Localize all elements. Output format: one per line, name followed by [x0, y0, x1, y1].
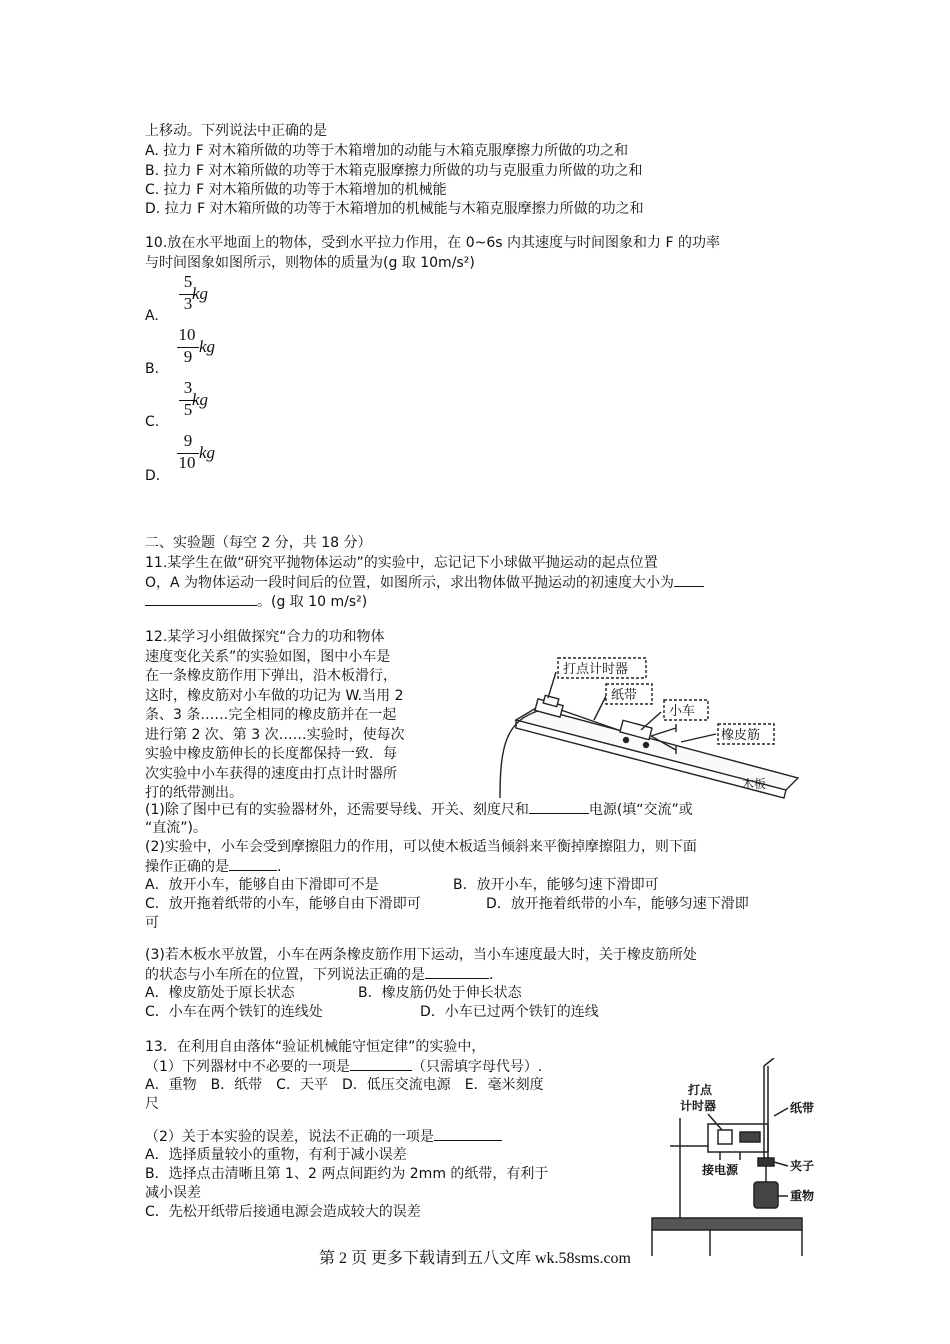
- fraction-unit: kg: [192, 284, 209, 303]
- free-fall-experiment-figure: [640, 1058, 840, 1258]
- q10-option-c-fraction: [174, 378, 234, 424]
- fraction-numerator: 10: [178, 325, 196, 344]
- label-board: 木板: [742, 777, 767, 791]
- q12-part2-option-b: B．放开小车，能够匀速下滑即可: [453, 877, 659, 893]
- answer-blank: [425, 964, 489, 979]
- q12-part3-line2: [145, 964, 493, 985]
- q9-option-c: C. 拉力 F 对木箱所做的功等于木箱增加的机械能: [145, 182, 447, 198]
- q9-option-a: A. 拉力 F 对木箱所做的功等于木箱增加的动能与木箱克服摩擦力所做的功之和: [145, 143, 629, 159]
- answer-blank: [529, 799, 589, 814]
- q12-part3-line1: (3)若木板水平放置，小车在两条橡皮筋作用下运动，当小车速度最大时，关于橡皮筋所处: [145, 947, 697, 963]
- q12-intro-line: 在一条橡皮筋作用下弹出，沿木板滑行，: [145, 668, 397, 684]
- q12-part1-text-b: 电源(填“交流”或: [588, 802, 693, 818]
- label-tape: 纸带: [611, 688, 638, 703]
- q12-part3-option-a: A．橡皮筋处于原长状态: [145, 985, 295, 1001]
- fraction-numerator: 5: [183, 272, 193, 291]
- q12-part3-option-b: B．橡皮筋仍处于伸长状态: [358, 985, 522, 1001]
- label-timer: 打点计时器: [563, 662, 629, 677]
- q13-part1-text-a: （1）下列器材中不必要的一项是: [145, 1059, 350, 1075]
- label-timer-line1: 打点: [688, 1083, 713, 1097]
- label-rubber-band: 橡皮筋: [721, 728, 761, 743]
- q11-stem-line3: [145, 591, 367, 612]
- q12-part3-option-c: C．小车在两个铁钉的连线处: [145, 1004, 323, 1020]
- q12-part3-end: .: [489, 967, 494, 983]
- q11-stem-line2-text: O，A 为物体运动一段时间后的位置，如图所示，求出物体做平抛运动的初速度大小为: [145, 575, 675, 591]
- q10-option-a-label: A.: [145, 308, 159, 324]
- q12-intro-line: 实验中橡皮筋伸长的长度都保持一致．每: [145, 746, 397, 762]
- label-power: 接电源: [702, 1163, 739, 1177]
- answer-blank: [145, 591, 257, 606]
- q11-stem-line3-text: 。(g 取 10 m/s²): [257, 594, 368, 610]
- q13-part2-option-b: B．选择点击清晰且第 1、2 两点间距约为 2mm 的纸带，有利于: [145, 1166, 549, 1182]
- fraction-denominator: 3: [183, 294, 193, 313]
- q12-part2-end: .: [277, 859, 282, 875]
- fraction-unit: kg: [199, 337, 216, 356]
- fraction-denominator: 10: [178, 453, 196, 472]
- q12-part2-line1: (2)实验中，小车会受到摩擦阻力的作用，可以使木板适当倾斜来平衡掉摩擦阻力，则下面: [145, 839, 697, 855]
- q12-part2-option-a: A．放开小车，能够自由下滑即可不是: [145, 877, 379, 893]
- q11-stem-line2: [145, 572, 704, 593]
- q12-intro-line: 12.某学习小组做探究“合力的功和物体: [145, 629, 385, 645]
- fraction-numerator: 3: [183, 378, 193, 397]
- label-clip: 夹子: [790, 1159, 815, 1173]
- q10-stem-line1: 10.放在水平地面上的物体，受到水平拉力作用，在 0~6s 内其速度与时间图象和力 F 的功率: [145, 235, 720, 251]
- q12-part2-text: 操作正确的是: [145, 859, 229, 875]
- q12-intro-line: 速度变化关系”的实验如图，图中小车是: [145, 648, 391, 665]
- fraction-denominator: 9: [183, 347, 193, 366]
- q12-intro-line: 次实验中小车获得的速度由打点计时器所: [145, 765, 397, 782]
- label-tape: 纸带: [790, 1101, 815, 1115]
- label-car: 小车: [669, 704, 696, 719]
- answer-blank: [674, 572, 704, 587]
- q13-part1-options: A．重物 B．纸带 C．天平 D．低压交流电源 E．毫米刻度: [145, 1077, 544, 1093]
- q10-stem-line2: 与时间图象如图所示，则物体的质量为(g 取 10m/s²): [145, 255, 475, 271]
- q13-part2-text: （2）关于本实验的误差，说法不正确的一项是: [145, 1129, 434, 1145]
- fraction-unit: kg: [199, 443, 216, 462]
- q10-option-d-label: D.: [145, 468, 161, 484]
- answer-blank: [229, 856, 277, 871]
- fraction-unit: kg: [192, 390, 209, 409]
- rubber-band-experiment-figure: [486, 650, 806, 800]
- page-footer: 第 2 页 更多下载请到五八文库 wk.58sms.com: [318, 1250, 631, 1267]
- q12-intro-line: 这时，橡皮筋对小车做的功记为 W.当用 2: [145, 687, 404, 704]
- q12-part2-option-d: D．放开拖着纸带的小车，能够匀速下滑即: [486, 896, 749, 912]
- fraction-numerator: 9: [183, 431, 193, 450]
- q10-option-c-label: C.: [145, 414, 160, 430]
- q13-part2-option-b-cont: 减小误差: [145, 1185, 201, 1201]
- q10-option-a-fraction: [174, 272, 234, 318]
- label-weight: 重物: [790, 1189, 815, 1203]
- q13-part2-option-a: A．选择质量较小的重物，有利于减小误差: [145, 1147, 407, 1163]
- q10-option-b-label: B.: [145, 361, 160, 377]
- answer-blank: [350, 1056, 412, 1071]
- q10-option-d-fraction: [174, 431, 234, 477]
- q12-part1-line1: [145, 799, 693, 820]
- q11-stem-line1: 11.某学生在做“研究平抛物体运动”的实验中，忘记记下小球做平抛运动的起点位置: [145, 555, 658, 571]
- label-timer-line2: 计时器: [680, 1099, 717, 1113]
- q9-option-b: B. 拉力 F 对木箱所做的功等于木箱克服摩擦力所做的功与克服重力所做的功之和: [145, 163, 643, 179]
- q13-part1-options-cont: 尺: [145, 1096, 159, 1112]
- q12-intro-line: 打的纸带测出。: [145, 785, 243, 801]
- q12-part2-option-d-cont: 可: [145, 915, 159, 931]
- answer-blank: [434, 1126, 502, 1141]
- q13-part1: [145, 1056, 542, 1077]
- q12-part3-text: 的状态与小车所在的位置，下列说法正确的是: [145, 967, 425, 983]
- q10-option-b-fraction: [174, 325, 234, 371]
- q12-part1-text-a: (1)除了图中已有的实验器材外，还需要导线、开关、刻度尺和: [145, 802, 529, 818]
- q12-intro-line: 进行第 2 次、第 3 次……实验时，使每次: [145, 726, 405, 743]
- q13-part2: [145, 1126, 502, 1147]
- q13-part1-text-b: （只需填字母代号）.: [411, 1059, 543, 1075]
- q9-continuation: 上移动。下列说法中正确的是: [145, 123, 327, 139]
- q12-part2-option-c: C．放开拖着纸带的小车，能够自由下滑即可: [145, 896, 421, 912]
- q12-part3-option-d: D．小车已过两个铁钉的连线: [420, 1004, 599, 1020]
- q12-part1-line2: “直流”)。: [145, 820, 207, 836]
- fraction-denominator: 5: [183, 400, 193, 419]
- q9-option-d: D. 拉力 F 对木箱所做的功等于木箱增加的机械能与木箱克服摩擦力所做的功之和: [145, 201, 644, 217]
- q12-part2-line2: [145, 856, 281, 877]
- q13-stem: 13．在利用自由落体“验证机械能守恒定律”的实验中，: [145, 1039, 486, 1055]
- q12-intro-line: 条、3 条……完全相同的橡皮筋并在一起: [145, 707, 397, 723]
- q13-part2-option-c: C．先松开纸带后接通电源会造成较大的误差: [145, 1204, 421, 1220]
- section-title: 二、实验题（每空 2 分，共 18 分）: [145, 535, 372, 551]
